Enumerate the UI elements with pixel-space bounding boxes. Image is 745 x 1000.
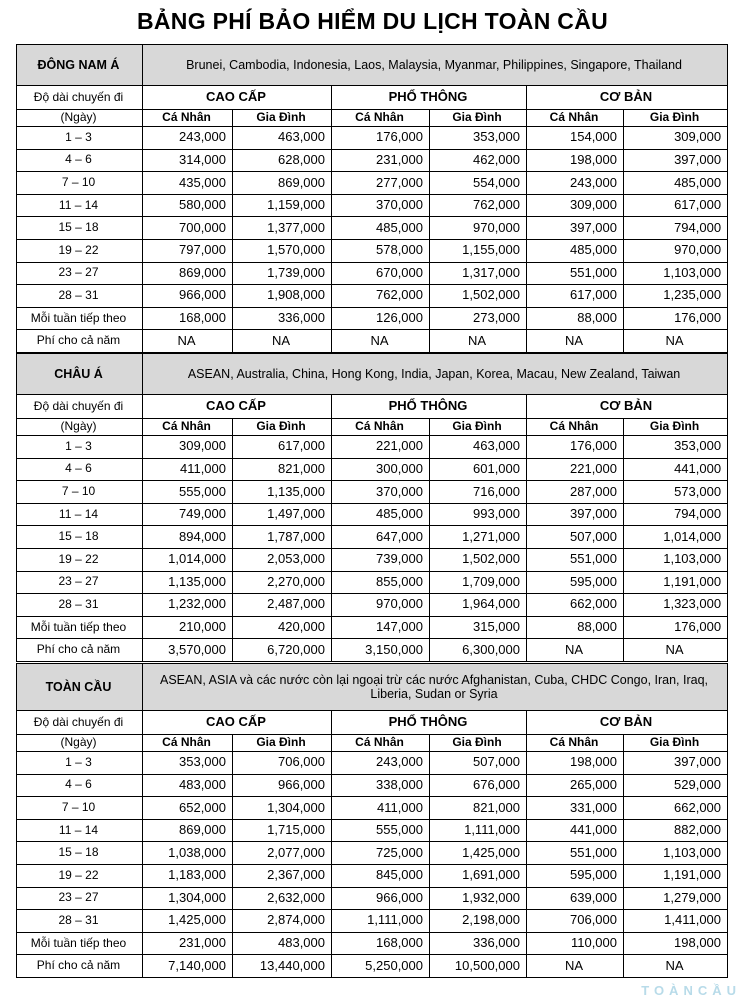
rate-table-section <box>16 44 728 353</box>
price-cell: 176,000 <box>624 616 728 639</box>
price-cell: 617,000 <box>233 436 332 459</box>
price-cell: 1,964,000 <box>430 594 527 617</box>
sub-header-row <box>17 735 728 752</box>
price-cell: 628,000 <box>233 149 332 172</box>
price-cell: 1,304,000 <box>143 887 233 910</box>
price-cell: 397,000 <box>624 149 728 172</box>
table-row <box>17 955 728 978</box>
price-cell: 507,000 <box>527 526 624 549</box>
region-row <box>17 354 728 395</box>
price-cell: 2,270,000 <box>233 571 332 594</box>
duration-cell: 28 – 31 <box>17 285 143 308</box>
price-cell: 1,279,000 <box>624 887 728 910</box>
price-cell: 13,440,000 <box>233 955 332 978</box>
duration-cell: 23 – 27 <box>17 887 143 910</box>
duration-cell: Mỗi tuần tiếp theo <box>17 932 143 955</box>
price-cell: 353,000 <box>430 127 527 150</box>
price-cell: 2,077,000 <box>233 842 332 865</box>
price-cell: 1,739,000 <box>233 262 332 285</box>
price-cell: 725,000 <box>332 842 430 865</box>
price-cell: 221,000 <box>527 458 624 481</box>
price-cell: 5,250,000 <box>332 955 430 978</box>
price-cell: NA <box>143 330 233 353</box>
price-cell: 1,932,000 <box>430 887 527 910</box>
table-row <box>17 436 728 459</box>
price-cell: 966,000 <box>332 887 430 910</box>
price-cell: 529,000 <box>624 774 728 797</box>
individual-header: Cá Nhân <box>332 735 430 752</box>
price-cell: 507,000 <box>430 752 527 775</box>
table-row <box>17 571 728 594</box>
price-cell: 716,000 <box>430 481 527 504</box>
price-cell: 221,000 <box>332 436 430 459</box>
price-cell: 1,191,000 <box>624 864 728 887</box>
region-countries: Brunei, Cambodia, Indonesia, Laos, Malaysia, Myanmar, Philippines, Singapore, Thailand <box>143 45 728 86</box>
sub-header-row <box>17 110 728 127</box>
family-header: Gia Đình <box>233 735 332 752</box>
price-cell: 1,709,000 <box>430 571 527 594</box>
price-cell: 309,000 <box>624 127 728 150</box>
price-cell: 176,000 <box>527 436 624 459</box>
duration-label: Độ dài chuyến đi <box>17 711 143 735</box>
price-cell: 198,000 <box>624 932 728 955</box>
price-cell: 1,502,000 <box>430 285 527 308</box>
family-header: Gia Đình <box>233 419 332 436</box>
price-cell: 700,000 <box>143 217 233 240</box>
price-cell: 483,000 <box>143 774 233 797</box>
price-cell: 1,014,000 <box>143 548 233 571</box>
price-cell: 353,000 <box>624 436 728 459</box>
price-cell: 1,425,000 <box>143 910 233 933</box>
duration-cell: 28 – 31 <box>17 594 143 617</box>
duration-cell: 28 – 31 <box>17 910 143 933</box>
price-cell: 126,000 <box>332 307 430 330</box>
price-cell: 309,000 <box>143 436 233 459</box>
price-cell: 2,053,000 <box>233 548 332 571</box>
price-cell: 617,000 <box>624 194 728 217</box>
table-row <box>17 330 728 353</box>
duration-cell: 15 – 18 <box>17 842 143 865</box>
duration-cell: 7 – 10 <box>17 172 143 195</box>
price-cell: 762,000 <box>430 194 527 217</box>
table-row <box>17 864 728 887</box>
price-cell: 845,000 <box>332 864 430 887</box>
plan-header: PHỔ THÔNG <box>332 395 527 419</box>
price-cell: 2,198,000 <box>430 910 527 933</box>
table-row <box>17 503 728 526</box>
price-cell: 1,103,000 <box>624 842 728 865</box>
duration-cell: 4 – 6 <box>17 149 143 172</box>
region-row <box>17 45 728 86</box>
price-cell: 198,000 <box>527 752 624 775</box>
price-cell: 336,000 <box>430 932 527 955</box>
table-row <box>17 239 728 262</box>
price-cell: 176,000 <box>332 127 430 150</box>
table-row <box>17 172 728 195</box>
individual-header: Cá Nhân <box>332 419 430 436</box>
price-cell: 797,000 <box>143 239 233 262</box>
price-cell: 993,000 <box>430 503 527 526</box>
table-row <box>17 127 728 150</box>
table-row <box>17 887 728 910</box>
price-cell: 869,000 <box>233 172 332 195</box>
price-cell: 462,000 <box>430 149 527 172</box>
price-cell: 894,000 <box>143 526 233 549</box>
region-countries: ASEAN, Australia, China, Hong Kong, India, Japan, Korea, Macau, New Zealand, Taiwan <box>143 354 728 395</box>
duration-unit-label: (Ngày) <box>17 419 143 436</box>
price-cell: NA <box>430 330 527 353</box>
duration-cell: 1 – 3 <box>17 752 143 775</box>
price-cell: 662,000 <box>624 797 728 820</box>
table-row <box>17 842 728 865</box>
duration-cell: 11 – 14 <box>17 503 143 526</box>
price-cell: 970,000 <box>430 217 527 240</box>
price-cell: 287,000 <box>527 481 624 504</box>
price-cell: 706,000 <box>527 910 624 933</box>
price-cell: 397,000 <box>527 217 624 240</box>
duration-cell: 15 – 18 <box>17 526 143 549</box>
price-cell: 1,497,000 <box>233 503 332 526</box>
price-cell: 1,038,000 <box>143 842 233 865</box>
price-cell: 855,000 <box>332 571 430 594</box>
table-row <box>17 910 728 933</box>
price-cell: 1,135,000 <box>233 481 332 504</box>
plan-header: PHỔ THÔNG <box>332 711 527 735</box>
price-cell: 551,000 <box>527 262 624 285</box>
price-cell: 485,000 <box>332 217 430 240</box>
price-cell: 2,367,000 <box>233 864 332 887</box>
price-cell: 2,632,000 <box>233 887 332 910</box>
price-cell: 1,183,000 <box>143 864 233 887</box>
family-header: Gia Đình <box>233 110 332 127</box>
price-cell: 555,000 <box>332 819 430 842</box>
plan-header-row <box>17 711 728 735</box>
price-cell: 1,159,000 <box>233 194 332 217</box>
price-cell: 1,111,000 <box>332 910 430 933</box>
region-row <box>17 664 728 711</box>
price-cell: 411,000 <box>143 458 233 481</box>
price-cell: 882,000 <box>624 819 728 842</box>
price-cell: 551,000 <box>527 548 624 571</box>
table-row <box>17 149 728 172</box>
price-cell: 273,000 <box>430 307 527 330</box>
individual-header: Cá Nhân <box>527 735 624 752</box>
duration-cell: 7 – 10 <box>17 797 143 820</box>
price-cell: NA <box>527 639 624 662</box>
table-row <box>17 797 728 820</box>
price-cell: 483,000 <box>233 932 332 955</box>
price-cell: 676,000 <box>430 774 527 797</box>
individual-header: Cá Nhân <box>143 110 233 127</box>
price-cell: 88,000 <box>527 307 624 330</box>
price-cell: 1,715,000 <box>233 819 332 842</box>
plan-header: PHỔ THÔNG <box>332 86 527 110</box>
price-cell: 110,000 <box>527 932 624 955</box>
table-row <box>17 262 728 285</box>
price-cell: 463,000 <box>233 127 332 150</box>
table-row <box>17 932 728 955</box>
price-cell: 331,000 <box>527 797 624 820</box>
plan-header-row <box>17 395 728 419</box>
family-header: Gia Đình <box>624 735 728 752</box>
price-cell: 463,000 <box>430 436 527 459</box>
price-cell: 353,000 <box>143 752 233 775</box>
individual-header: Cá Nhân <box>527 419 624 436</box>
duration-cell: Phí cho cả năm <box>17 955 143 978</box>
price-cell: 1,235,000 <box>624 285 728 308</box>
price-cell: 198,000 <box>527 149 624 172</box>
duration-cell: 23 – 27 <box>17 571 143 594</box>
price-cell: 1,691,000 <box>430 864 527 887</box>
table-row <box>17 526 728 549</box>
region-name: ĐÔNG NAM Á <box>17 45 143 86</box>
price-cell: 397,000 <box>527 503 624 526</box>
price-cell: 966,000 <box>233 774 332 797</box>
price-cell: 966,000 <box>143 285 233 308</box>
price-cell: 420,000 <box>233 616 332 639</box>
duration-label: Độ dài chuyến đi <box>17 86 143 110</box>
price-cell: 147,000 <box>332 616 430 639</box>
plan-header: CƠ BẢN <box>527 86 728 110</box>
price-cell: 821,000 <box>233 458 332 481</box>
price-cell: 7,140,000 <box>143 955 233 978</box>
price-cell: 485,000 <box>624 172 728 195</box>
price-cell: 1,411,000 <box>624 910 728 933</box>
price-cell: 210,000 <box>143 616 233 639</box>
price-cell: 706,000 <box>233 752 332 775</box>
price-cell: 309,000 <box>527 194 624 217</box>
rate-table-section <box>16 663 728 978</box>
table-row <box>17 307 728 330</box>
table-row <box>17 594 728 617</box>
price-cell: 315,000 <box>430 616 527 639</box>
price-cell: 601,000 <box>430 458 527 481</box>
duration-cell: 15 – 18 <box>17 217 143 240</box>
table-row <box>17 752 728 775</box>
price-cell: 1,135,000 <box>143 571 233 594</box>
price-cell: 1,787,000 <box>233 526 332 549</box>
price-cell: 6,300,000 <box>430 639 527 662</box>
family-header: Gia Đình <box>430 110 527 127</box>
plan-header-row <box>17 86 728 110</box>
price-cell: 617,000 <box>527 285 624 308</box>
price-cell: 6,720,000 <box>233 639 332 662</box>
duration-label: Độ dài chuyến đi <box>17 395 143 419</box>
price-cell: NA <box>624 955 728 978</box>
price-cell: 1,317,000 <box>430 262 527 285</box>
individual-header: Cá Nhân <box>143 419 233 436</box>
price-cell: 652,000 <box>143 797 233 820</box>
table-row <box>17 285 728 308</box>
family-header: Gia Đình <box>624 419 728 436</box>
family-header: Gia Đình <box>624 110 728 127</box>
price-cell: NA <box>624 330 728 353</box>
plan-header: CAO CẤP <box>143 711 332 735</box>
price-cell: 1,908,000 <box>233 285 332 308</box>
price-cell: 794,000 <box>624 217 728 240</box>
price-cell: NA <box>527 330 624 353</box>
price-cell: 176,000 <box>624 307 728 330</box>
price-cell: 869,000 <box>143 262 233 285</box>
region-name: CHÂU Á <box>17 354 143 395</box>
price-cell: 441,000 <box>624 458 728 481</box>
price-cell: 578,000 <box>332 239 430 262</box>
duration-cell: 23 – 27 <box>17 262 143 285</box>
price-cell: 1,111,000 <box>430 819 527 842</box>
price-cell: 3,150,000 <box>332 639 430 662</box>
price-cell: 1,271,000 <box>430 526 527 549</box>
price-cell: 397,000 <box>624 752 728 775</box>
duration-cell: 7 – 10 <box>17 481 143 504</box>
price-cell: 1,155,000 <box>430 239 527 262</box>
table-row <box>17 616 728 639</box>
price-cell: 670,000 <box>332 262 430 285</box>
price-cell: 639,000 <box>527 887 624 910</box>
duration-cell: Mỗi tuần tiếp theo <box>17 307 143 330</box>
price-cell: NA <box>624 639 728 662</box>
price-cell: 1,377,000 <box>233 217 332 240</box>
price-cell: 338,000 <box>332 774 430 797</box>
plan-header: CƠ BẢN <box>527 711 728 735</box>
price-cell: 370,000 <box>332 481 430 504</box>
table-row <box>17 217 728 240</box>
duration-cell: 19 – 22 <box>17 864 143 887</box>
duration-cell: Mỗi tuần tiếp theo <box>17 616 143 639</box>
price-cell: 970,000 <box>624 239 728 262</box>
price-cell: 573,000 <box>624 481 728 504</box>
table-row <box>17 458 728 481</box>
price-cell: 277,000 <box>332 172 430 195</box>
price-cell: 2,487,000 <box>233 594 332 617</box>
table-row <box>17 194 728 217</box>
price-cell: 580,000 <box>143 194 233 217</box>
table-row <box>17 548 728 571</box>
price-cell: 662,000 <box>527 594 624 617</box>
table-row <box>17 774 728 797</box>
price-cell: 1,304,000 <box>233 797 332 820</box>
region-name: TOÀN CẦU <box>17 664 143 711</box>
duration-cell: 11 – 14 <box>17 194 143 217</box>
duration-unit-label: (Ngày) <box>17 110 143 127</box>
price-cell: 821,000 <box>430 797 527 820</box>
price-cell: 411,000 <box>332 797 430 820</box>
plan-header: CAO CẤP <box>143 86 332 110</box>
price-cell: 231,000 <box>332 149 430 172</box>
price-cell: 88,000 <box>527 616 624 639</box>
price-cell: 647,000 <box>332 526 430 549</box>
plan-header: CƠ BẢN <box>527 395 728 419</box>
price-cell: 1,425,000 <box>430 842 527 865</box>
price-cell: 168,000 <box>143 307 233 330</box>
watermark-logo <box>641 983 741 998</box>
price-cell: 243,000 <box>332 752 430 775</box>
rate-table-section <box>16 353 728 662</box>
duration-cell: Phí cho cả năm <box>17 639 143 662</box>
price-cell: 1,570,000 <box>233 239 332 262</box>
family-header: Gia Đình <box>430 735 527 752</box>
price-cell: 555,000 <box>143 481 233 504</box>
table-row <box>17 819 728 842</box>
sub-header-row <box>17 419 728 436</box>
page-title: BẢNG PHÍ BẢO HIỂM DU LỊCH TOÀN CẦU <box>136 8 609 34</box>
price-cell: 1,103,000 <box>624 262 728 285</box>
price-cell: 554,000 <box>430 172 527 195</box>
price-cell: 1,103,000 <box>624 548 728 571</box>
duration-cell: 4 – 6 <box>17 774 143 797</box>
duration-cell: 19 – 22 <box>17 548 143 571</box>
individual-header: Cá Nhân <box>332 110 430 127</box>
table-row <box>17 639 728 662</box>
watermark-text: TOÀNCẦU <box>641 983 741 998</box>
price-cell: 441,000 <box>527 819 624 842</box>
price-cell: 300,000 <box>332 458 430 481</box>
price-cell: 314,000 <box>143 149 233 172</box>
price-cell: 2,874,000 <box>233 910 332 933</box>
duration-cell: 11 – 14 <box>17 819 143 842</box>
price-cell: 243,000 <box>143 127 233 150</box>
price-cell: 762,000 <box>332 285 430 308</box>
price-cell: 1,191,000 <box>624 571 728 594</box>
price-cell: NA <box>233 330 332 353</box>
price-cell: 869,000 <box>143 819 233 842</box>
duration-unit-label: (Ngày) <box>17 735 143 752</box>
price-cell: 435,000 <box>143 172 233 195</box>
individual-header: Cá Nhân <box>143 735 233 752</box>
family-header: Gia Đình <box>430 419 527 436</box>
duration-cell: 1 – 3 <box>17 436 143 459</box>
price-cell: 595,000 <box>527 864 624 887</box>
region-countries: ASEAN, ASIA và các nước còn lại ngoại trừ các nước Afghanistan, Cuba, CHDC Congo, Iran, Iraq, Liberia, Sudan or Syria <box>143 664 728 711</box>
price-cell: 739,000 <box>332 548 430 571</box>
price-cell: 265,000 <box>527 774 624 797</box>
price-cell: 370,000 <box>332 194 430 217</box>
price-cell: 749,000 <box>143 503 233 526</box>
price-cell: 154,000 <box>527 127 624 150</box>
price-cell: 1,323,000 <box>624 594 728 617</box>
duration-cell: 1 – 3 <box>17 127 143 150</box>
plan-header: CAO CẤP <box>143 395 332 419</box>
price-cell: 168,000 <box>332 932 430 955</box>
price-cell: NA <box>332 330 430 353</box>
price-cell: 1,014,000 <box>624 526 728 549</box>
price-cell: 1,232,000 <box>143 594 233 617</box>
duration-cell: 19 – 22 <box>17 239 143 262</box>
duration-cell: 4 – 6 <box>17 458 143 481</box>
price-cell: 231,000 <box>143 932 233 955</box>
price-cell: 1,502,000 <box>430 548 527 571</box>
price-cell: 336,000 <box>233 307 332 330</box>
price-cell: 485,000 <box>527 239 624 262</box>
individual-header: Cá Nhân <box>527 110 624 127</box>
price-cell: 595,000 <box>527 571 624 594</box>
price-cell: 243,000 <box>527 172 624 195</box>
price-cell: NA <box>527 955 624 978</box>
price-cell: 10,500,000 <box>430 955 527 978</box>
table-row <box>17 481 728 504</box>
price-cell: 794,000 <box>624 503 728 526</box>
price-cell: 485,000 <box>332 503 430 526</box>
price-cell: 3,570,000 <box>143 639 233 662</box>
price-cell: 970,000 <box>332 594 430 617</box>
price-cell: 551,000 <box>527 842 624 865</box>
duration-cell: Phí cho cả năm <box>17 330 143 353</box>
